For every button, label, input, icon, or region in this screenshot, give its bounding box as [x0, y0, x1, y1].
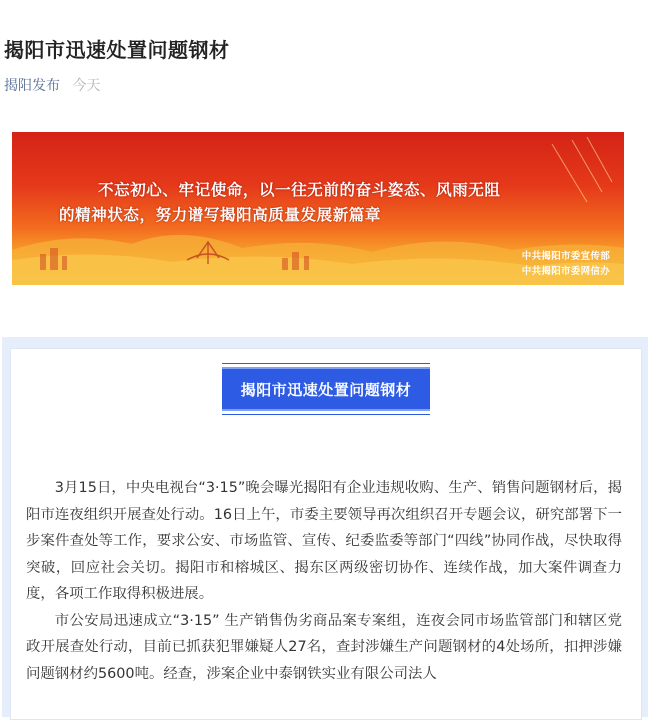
banner-org-line-1: 中共揭阳市委宣传部 [521, 251, 610, 262]
banner-slogan-line-2: 的精神状态，努力谱写揭阳高质量发展新篇章 [59, 206, 382, 224]
account-name-link[interactable]: 揭阳发布 [4, 78, 60, 94]
paragraph: 3月15日，中央电视台“3·15”晚会曝光揭阳有企业违规收购、生产、销售问题钢材后，揭阳市连夜组织开展查处行动。16日上午，市委主要领导再次组织召开专题会议，研究部署下一步案件查处等工作，要求公安、市场监管、宣传、纪委监委等部门“四线”协同作战，尽快取得突破，回应社会关切。揭阳市和榕城区、揭东区两级密切协作、连续作战，加大案件调查力度，各项工作取得积极进展。 [26, 480, 622, 602]
publish-time: 今天 [72, 78, 101, 94]
article-body [26, 475, 622, 687]
banner-slogan-line-1: 不忘初心、牢记使命，以一往无前的奋斗姿态、风雨无阻 [98, 181, 501, 199]
paragraph: 市公安局迅速成立“3·15” 生产销售伪劣商品案专案组，连夜会同市场监管部门和辖区党政开展查处行动，目前已抓获犯罪嫌疑人27名，查封涉嫌生产问题钢材的4处场所，扣押涉嫌问题钢材约5600吨。经查，涉案企业中泰钢铁实业有限公司法人 [26, 612, 622, 682]
article-title: 揭阳市迅速处置问题钢材 [4, 38, 230, 62]
article-meta [4, 75, 100, 95]
banner-org-line-2: 中共揭阳市委网信办 [521, 266, 610, 277]
content-headline: 揭阳市迅速处置问题钢材 [240, 380, 412, 399]
content-headline-box [222, 367, 430, 411]
banner-image [12, 132, 624, 285]
